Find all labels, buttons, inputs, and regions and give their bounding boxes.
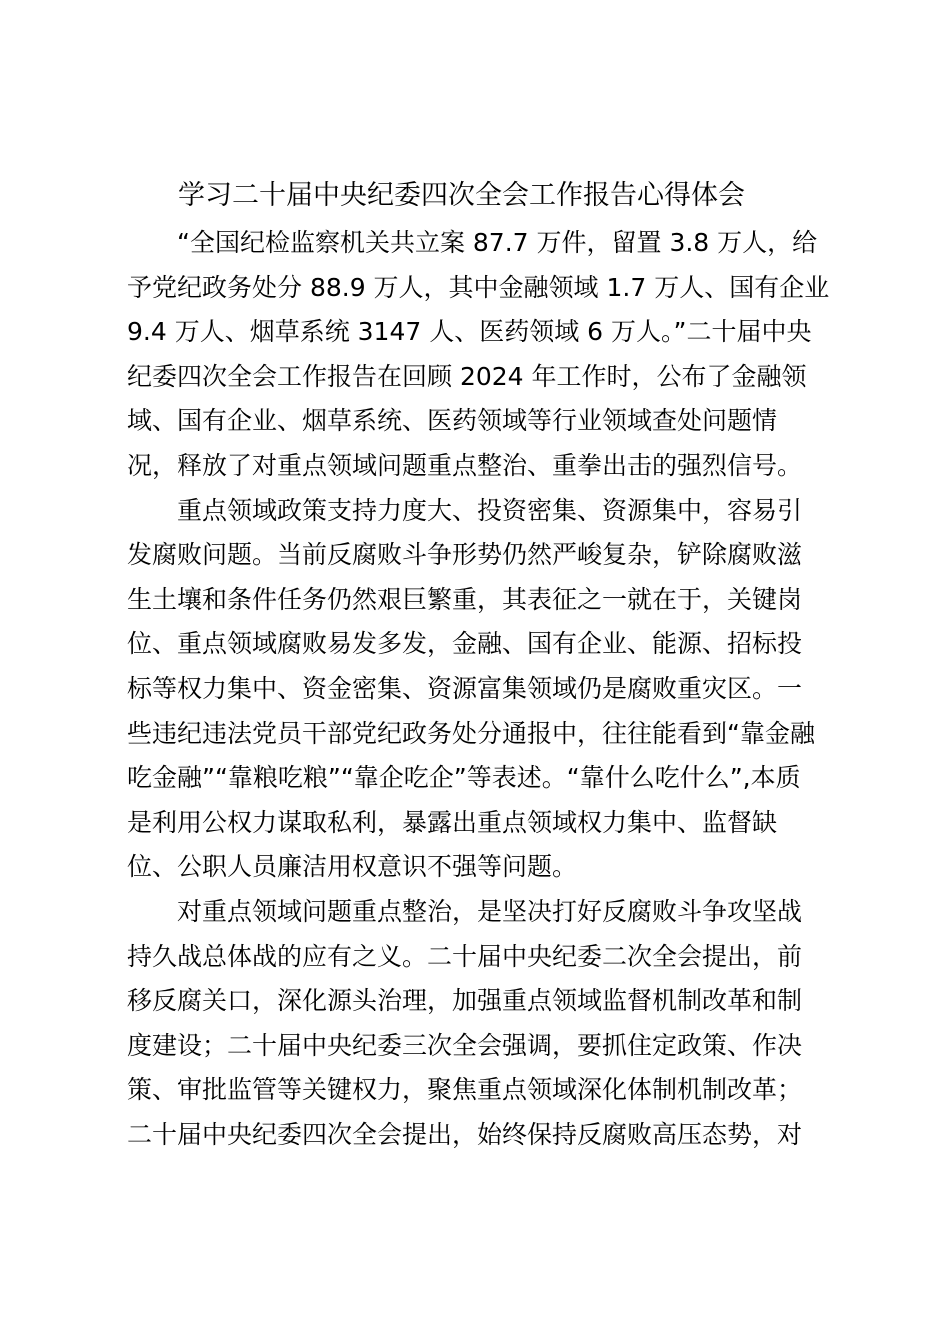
text-line: 域、国有企业、烟草系统、医药领域等行业领域查处问题情 <box>127 406 778 436</box>
text-line: 移反腐关口，深化源头治理，加强重点领域监督机制改革和制 <box>127 986 803 1016</box>
text-line: 生土壤和条件任务仍然艰巨繁重，其表征之一就在于，关键岗 <box>127 584 803 614</box>
text-line: 重点领域政策支持力度大、投资密集、资源集中，容易引 <box>127 495 803 525</box>
text-line: 对重点领域问题重点整治，是坚决打好反腐败斗争攻坚战 <box>127 896 803 926</box>
text-line: 标等权力集中、资金密集、资源富集领域仍是腐败重灾区。一 <box>127 673 803 703</box>
paragraph-3 <box>127 890 833 1158</box>
text-line: 是利用公权力谋取私利，暴露出重点领域权力集中、监督缺 <box>127 807 778 837</box>
text-line: 吃金融”“靠粮吃粮”“靠企吃企”等表述。“靠什么吃什么”,本质 <box>127 763 801 793</box>
text-line: 况，释放了对重点领域问题重点整治、重拳出击的强烈信号。 <box>127 450 803 480</box>
text-line: 纪委四次全会工作报告在回顾 2024 年工作时，公布了金融领 <box>127 361 807 391</box>
document-body <box>127 221 833 1157</box>
paragraph-2 <box>127 489 833 890</box>
text-line: 位、公职人员廉洁用权意识不强等问题。 <box>127 852 578 882</box>
text-line: 发腐败问题。当前反腐败斗争形势仍然严峻复杂，铲除腐败滋 <box>127 540 803 570</box>
text-line: 位、重点领域腐败易发多发，金融、国有企业、能源、招标投 <box>127 629 803 659</box>
text-line: 策、审批监管等关键权力，聚焦重点领域深化体制机制改革； <box>127 1075 803 1105</box>
text-line: 二十届中央纪委四次全会提出，始终保持反腐败高压态势，对 <box>127 1119 803 1149</box>
paragraph-1 <box>127 221 833 489</box>
text-line: 9.4 万人、烟草系统 3147 人、医药领域 6 万人。”二十届中央 <box>127 317 812 347</box>
text-line: “全国纪检监察机关共立案 87.7 万件，留置 3.8 万人，给 <box>127 228 818 257</box>
text-line: 予党纪政务处分 88.9 万人，其中金融领域 1.7 万人、国有企业 <box>127 272 830 302</box>
text-line: 持久战总体战的应有之义。二十届中央纪委二次全会提出，前 <box>127 941 803 971</box>
text-line: 些违纪违法党员干部党纪政务处分通报中，往往能看到“靠金融 <box>127 718 815 748</box>
text-line: 度建设；二十届中央纪委三次全会强调，要抓住定政策、作决 <box>127 1030 803 1060</box>
document-title: 学习二十届中央纪委四次全会工作报告心得体会 <box>178 180 745 211</box>
